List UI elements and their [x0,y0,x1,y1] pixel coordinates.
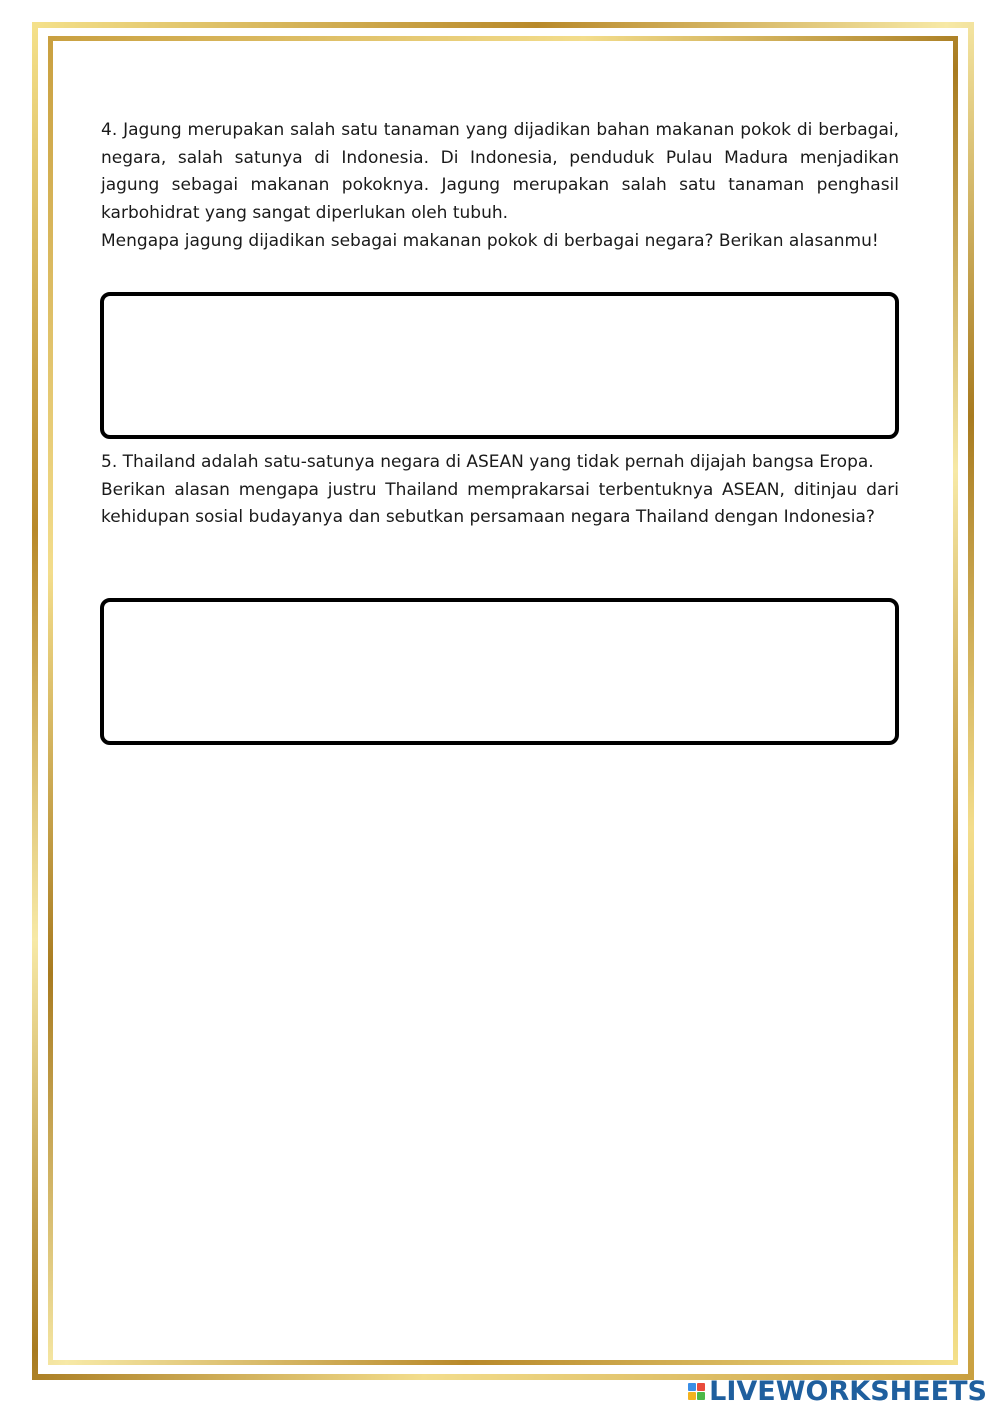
answer-box-question-4[interactable] [100,292,899,439]
liveworksheets-logo [688,1376,987,1407]
question-4 [101,117,899,256]
question-5-context: 5. Thailand adalah satu-satunya negara di ASEAN yang tidak pernah dijajah bangsa Eropa. [101,452,874,472]
liveworksheets-logo-text: LIVEWORKSHEETS [709,1376,987,1407]
liveworksheets-logo-icon [688,1383,705,1400]
question-4-prompt: Mengapa jagung dijadikan sebagai makanan pokok di berbagai negara? Berikan alasanmu! [101,230,879,251]
question-5-prompt: Berikan alasan mengapa justru Thailand memprakarsai terbentuknya ASEAN, ditinjau dari kehidupan sosial budayanya dan sebutkan persamaan negara Thailand dengan Indonesia? [101,479,899,528]
answer-box-question-5[interactable] [100,598,899,745]
question-5 [101,449,899,532]
question-4-context: 4. Jagung merupakan salah satu tanaman yang dijadikan bahan makanan pokok di berbagai, negara, salah satunya di Indonesia. Di Indonesia, penduduk Pulau Madura menjadikan jagung sebagai makanan pokoknya. Jagung merupakan salah satu tanaman penghasil karbohidrat yang sangat diperlukan oleh tubuh. [101,120,899,224]
